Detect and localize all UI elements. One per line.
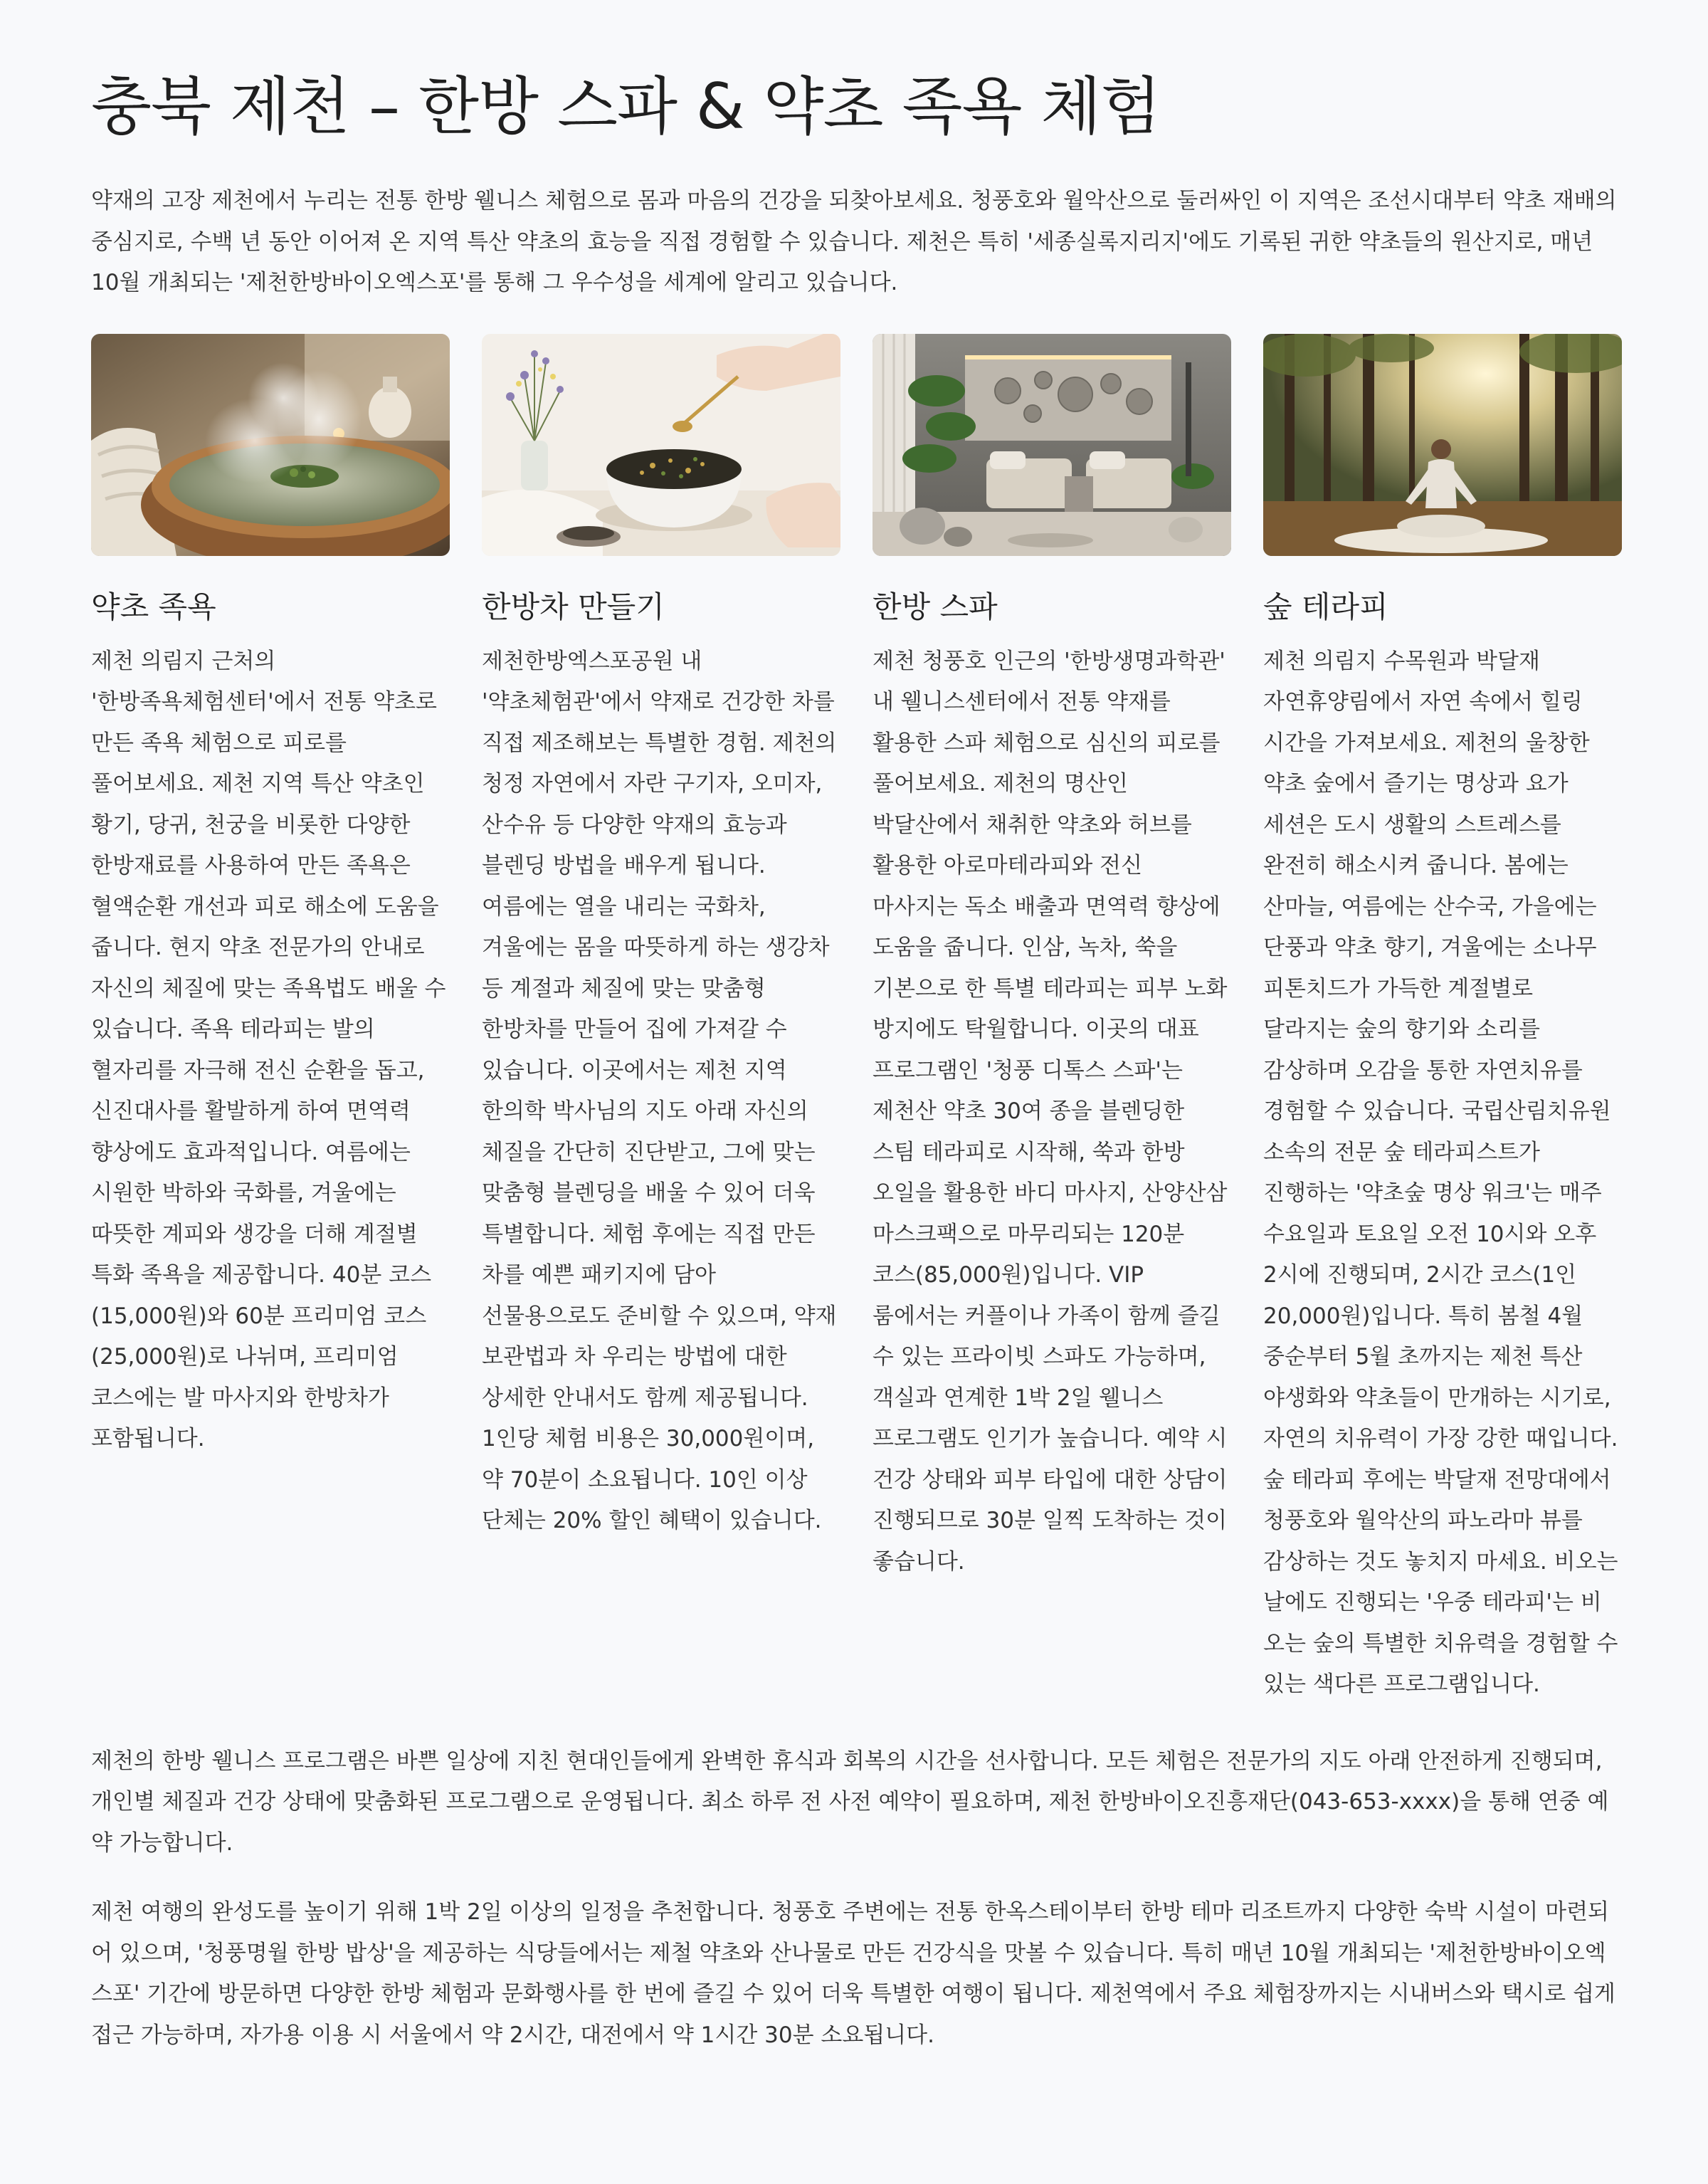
card-herbal-spa [873, 334, 1231, 1583]
spa-treatment-room-photo [873, 334, 1231, 556]
card-body: 제천 의림지 수목원과 박달재 자연휴양림에서 자연 속에서 힐링 시간을 가져보세요. 제천의 울창한 약초 숲에서 즐기는 명상과 요가 세션은 도시 생활의 스트레스를 완전히 해소시켜 줍니다. 봄에는 산마늘, 여름에는 산수국, 가을에는 단풍과 약초 향기, 겨울에는 소나무 피톤치드가 가득한 계절별로 달라지는 숲의 향기와 소리를 감상하며 오감을 통한 자연치유를 경험할 수 있습니다. 국립산림치유원 소속의 전문 숲 테라피스트가 진행하는 '약초숲 명상 워크'는 매주 수요일과 토요일 오전 10시와 오후 2시에 진행되며, 2시간 코스(1인 20,000원)입니다. 특히 봄철 4월 중순부터 5월 초까지는 제천 특산 야생화와 약초들이 만개하는 시기로, 자연의 치유력이 가장 강한 때입니다. 숲 테라피 후에는 박달재 전망대에서 청풍호와 월악산의 파노라마 뷰를 감상하는 것도 놓치지 마세요. 비오는 날에도 진행되는 '우중 테라피'는 비 오는 숲의 특별한 치유력을 경험할 수 있는 색다른 프로그램입니다. [1263, 648, 1618, 1697]
page-title: 충북 제천 – 한방 스파 & 약초 족욕 체험 [91, 70, 1161, 143]
card-body: 제천 의림지 근처의 '한방족욕체험센터'에서 전통 약초로 만든 족욕 체험으로 피로를 풀어보세요. 제천 지역 특산 약초인 황기, 당귀, 천궁을 비롯한 다양한 한방재료를 사용하여 만든 족욕은 혈액순환 개선과 피로 해소에 도움을 줍니다. 현지 약초 전문가의 안내로 자신의 체질에 맞는 족욕법도 배울 수 있습니다. 족욕 테라피는 발의 혈자리를 자극해 전신 순환을 돕고, 신진대사를 활발하게 하여 면역력 향상에도 효과적입니다. 여름에는 시원한 박하와 국화를, 겨울에는 따뜻한 계피와 생강을 더해 계절별 특화 족욕을 제공합니다. 40분 코스(15,000원)와 60분 프리미엄 코스(25,000원)로 나뉘며, 프리미엄 코스에는 발 마사지와 한방차가 포함됩니다. [91, 648, 446, 1451]
card-body: 제천 청풍호 인근의 '한방생명과학관' 내 웰니스센터에서 전통 약재를 활용한 스파 체험으로 심신의 피로를 풀어보세요. 제천의 명산인 박달산에서 채취한 약초와 허브를 활용한 아로마테라피와 전신 마사지는 독소 배출과 면역력 향상에 도움을 줍니다. 인삼, 녹차, 쑥을 기본으로 한 특별 테라피는 피부 노화 방지에도 탁월합니다. 이곳의 대표 프로그램인 '청풍 디톡스 스파'는 제천산 약초 30여 종을 블렌딩한 스팀 테라피로 시작해, 쑥과 한방 오일을 활용한 바디 마사지, 산양산삼 마스크팩으로 마무리되는 120분 코스(85,000원)입니다. VIP 룸에서는 커플이나 가족이 함께 즐길 수 있는 프라이빗 스파도 가능하며, 객실과 연계한 1박 2일 웰니스 프로그램도 인기가 높습니다. 예약 시 건강 상태와 피부 타입에 대한 상담이 진행되므로 30분 일찍 도착하는 것이 좋습니다. [873, 648, 1228, 1575]
intro-paragraph: 약재의 고장 제천에서 누리는 전통 한방 웰니스 체험으로 몸과 마음의 건강을 되찾아보세요. 청풍호와 월악산으로 둘러싸인 이 지역은 조선시대부터 약초 재배의 중심지로, 수백 년 동안 이어져 온 지역 특산 약초의 효능을 직접 경험할 수 있습니다. 제천은 특히 '세종실록지리지'에도 기록된 귀한 약초들의 원산지로, 매년 10월 개최되는 '제천한방바이오엑스포'를 통해 그 우수성을 세계에 알리고 있습니다. [91, 188, 1617, 295]
card-herbal-footbath [91, 334, 450, 1460]
card-body: 제천한방엑스포공원 내 '약초체험관'에서 약재로 건강한 차를 직접 제조해보는 특별한 경험. 제천의 청정 자연에서 자란 구기자, 오미자, 산수유 등 다양한 약재의 효능과 블렌딩 방법을 배우게 됩니다. 여름에는 열을 내리는 국화차, 겨울에는 몸을 따뜻하게 하는 생강차 등 계절과 체질에 맞는 맞춤형 한방차를 만들어 집에 가져갈 수 있습니다. 이곳에서는 제천 지역 한의학 박사님의 지도 아래 자신의 체질을 간단히 진단받고, 그에 맞는 맞춤형 블렌딩을 배울 수 있어 더욱 특별합니다. 체험 후에는 직접 만든 차를 예쁜 패키지에 담아 선물용으로도 준비할 수 있으며, 약재 보관법과 차 우리는 방법에 대한 상세한 안내서도 함께 제공됩니다. 1인당 체험 비용은 30,000원이며, 약 70분이 소요됩니다. 10인 이상 단체는 20% 할인 혜택이 있습니다. [482, 648, 837, 1533]
experience-cards [91, 334, 1617, 1706]
closing-paragraph-programs: 제천의 한방 웰니스 프로그램은 바쁜 일상에 지친 현대인들에게 완벽한 휴식과 회복의 시간을 선사합니다. 모든 체험은 전문가의 지도 아래 안전하게 진행되며, 개인별 체질과 건강 상태에 맞춤화된 프로그램으로 운영됩니다. 최소 하루 전 사전 예약이 필요하며, 제천 한방바이오진흥재단(043-653-xxxx)을 통해 연중 예약 가능합니다. [91, 1748, 1609, 1856]
herbal-tea-blending-photo [482, 334, 840, 556]
card-title: 약초 족욕 [91, 589, 216, 624]
card-title: 한방 스파 [873, 589, 998, 624]
card-herbal-tea [482, 334, 840, 1542]
card-forest-therapy [1263, 334, 1622, 1706]
forest-meditation-photo [1263, 334, 1622, 556]
steaming-herbal-footbath-photo [91, 334, 450, 556]
card-title: 숲 테라피 [1263, 589, 1388, 624]
card-title: 한방차 만들기 [482, 589, 665, 624]
closing-paragraph-travel: 제천 여행의 완성도를 높이기 위해 1박 2일 이상의 일정을 추천합니다. 청풍호 주변에는 전통 한옥스테이부터 한방 테마 리조트까지 다양한 숙박 시설이 마련되어 있으며, '청풍명월 한방 밥상'을 제공하는 식당들에서는 제철 약초와 산나물로 만든 건강식을 맛볼 수 있습니다. 특히 매년 10월 개최되는 '제천한방바이오엑스포' 기간에 방문하면 다양한 한방 체험과 문화행사를 한 번에 즐길 수 있어 더욱 특별한 여행이 됩니다. 제천역에서 주요 체험장까지는 시내버스와 택시로 쉽게 접근 가능하며, 자가용 이용 시 서울에서 약 2시간, 대전에서 약 1시간 30분 소요됩니다. [91, 1899, 1615, 2048]
